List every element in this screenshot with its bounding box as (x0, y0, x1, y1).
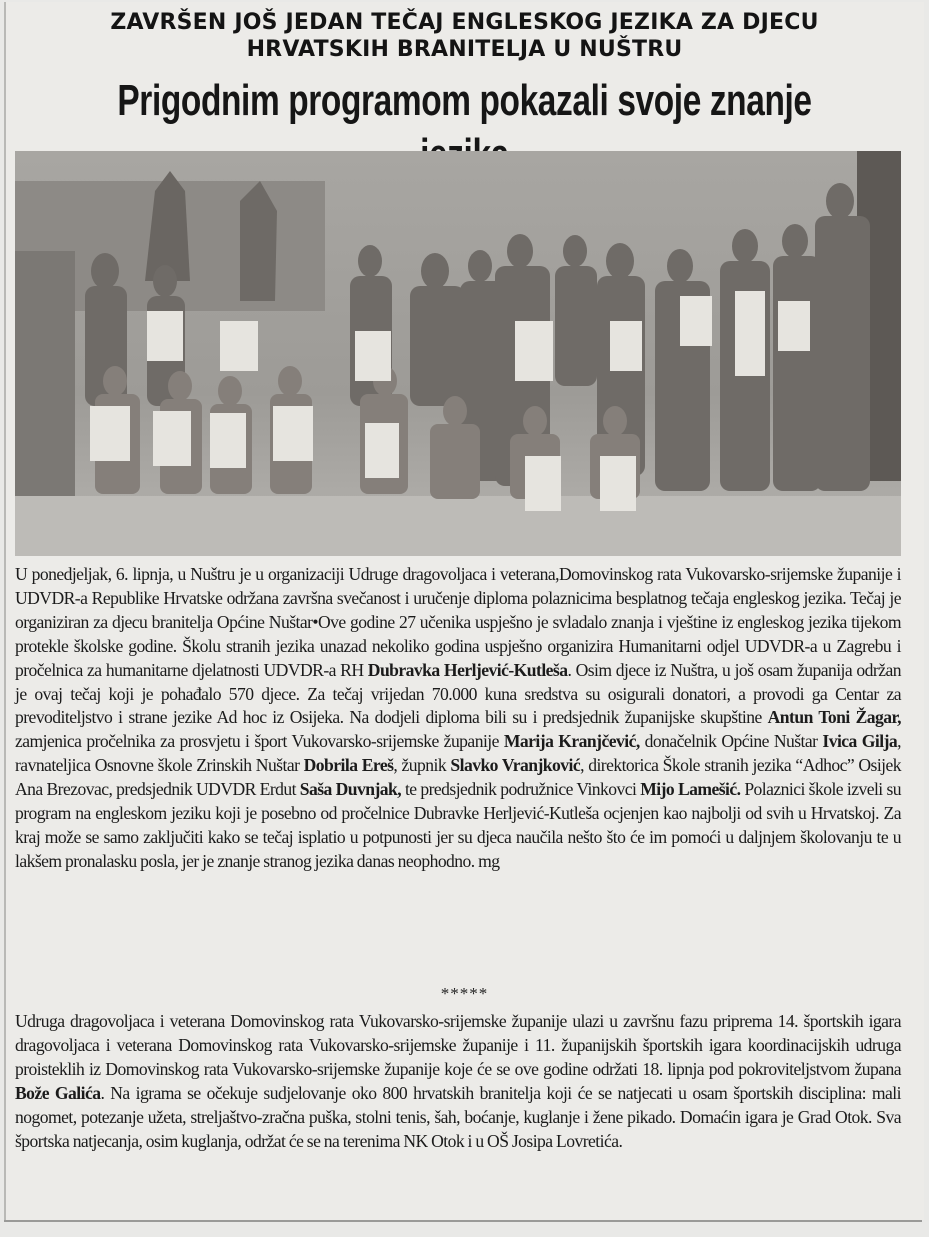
text-run: donačelnik Općine Nuštar (639, 731, 823, 752)
group-photo-icon (15, 151, 901, 556)
text-run: . Na igrama se očekuje sudjelovanje oko 800 hrvatskih branitelja koji će se natjecati u osam športskih disciplina: mali nogomet, potezanje užeta, streljaštvo-zračna puška, stolni tenis, šah, boćanje, kuglanje i žene pikado. Domaćin igara je Grad Otok. Sva športska natjecanja, osim kuglanja, održat će se na terenima NK Otok i u OŠ Josipa Lovretića. (15, 1082, 901, 1151)
text-run: Polaznici škole izveli su program na engleskom jeziku koji je posebno od pročelnice Dubravke Herljević-Kutleša ocjenjen kao najbolji od svih u Hrvatskoj. Za kraj može se samo zaključiti kako se tečaj isplatio u potpunosti jer su djeca naučila nešto što će im pomoći u daljnjem školovanju te u lakšem pronalasku posla, jer je znanje stranog jezika danas neophodno. mg (15, 779, 901, 871)
text-run: U ponedjeljak, 6. lipnja, u Nuštru je u organizaciji Udruge dragovoljaca i veterana,Domovinskog rata Vukovarsko-srijemske županije i UDVDR-a Republike Hrvatske održana završna svečanost i uručenje diploma polaznicima besplatnog tečaja engleskog jezika. Tečaj je organiziran za djecu branitelja Općine Nuštar•Ove godine 27 učenika uspješno je svladalo znanja i vještine iz engleskog jezika tijekom protekle školske godine. Školu stranih jezika unazad nekoliko godina uspješno organizira Humanitarni odjel UDVDR-a u Zagrebu i pročelnica za humanitarne djelatnosti UDVDR-a RH (15, 564, 901, 680)
text-run: , direktorica Škole stranih jezika “Adhoc” Osijek Ana Brezovac, predsjednik UDVDR Erdut (15, 755, 902, 800)
bold-name: Dobrila Ereš (303, 755, 394, 776)
text-run: , ravnateljica Osnovne škole Zrinskih Nuštar (15, 731, 901, 776)
bold-name: Mijo Lamešić. (640, 779, 741, 800)
bold-name: Ivica Gilja (822, 731, 898, 752)
bold-name: Dubravka Herljević-Kutleša (367, 659, 568, 680)
bold-name: Saša Duvnjak, (299, 779, 402, 800)
article-paragraph-1 (15, 563, 901, 874)
text-run: Udruga dragovoljaca i veterana Domovinskog rata Vukovarsko-srijemske županije ulazi u završnu fazu priprema 14. športskih igara dragovoljaca i veterana Domovinskog rata Vukovarsko-srijemske županije i 11. županijskih športskih igara koordinacijskih udruga proisteklih iz Domovinskog rata Vukovarsko-srijemske županije koje će se ove godine održati 18. lipnja pod pokroviteljstvom župana (15, 1011, 901, 1079)
bold-name: Marija Kranjčević, (503, 731, 640, 752)
headline: Prigodnim programom pokazali svoje znanje (117, 76, 812, 125)
bold-name: Slavko Vranjković (450, 755, 581, 776)
bold-name: Antun Toni Žagar, (767, 707, 901, 728)
text-run: . Osim djece iz Nuštra, u još osam županija održan je ovaj tečaj koji je pohađalo 570 djece. Za tečaj vrijedan 70.000 kuna sredstva su osigurali donatori, a provodi ga Centar za prevoditeljstvo i strane jezike Ad hoc iz Osijeka. Na dodjeli diploma bili su i predsjednik županijske skupštine (15, 659, 901, 728)
article-paragraph-2 (15, 1010, 901, 1153)
text-run: te predsjednik podružnice Vinkovci (401, 779, 641, 800)
article-photo (15, 151, 901, 556)
kicker-line-1: ZAVRŠEN JOŠ JEDAN TEČAJ ENGLESKOG JEZIKA ZA DJECU (110, 10, 819, 35)
text-run: , župnik (393, 755, 451, 776)
section-separator: ***** (440, 984, 489, 1003)
bold-name: Bože Galića (15, 1082, 101, 1103)
text-run: zamjenica pročelnika za prosvjetu i šport Vukovarsko-srijemske županije (15, 731, 504, 752)
kicker-line-2: HRVATSKIH BRANITELJA U NUŠTRU (246, 37, 683, 62)
bottom-rule (4, 1220, 922, 1222)
